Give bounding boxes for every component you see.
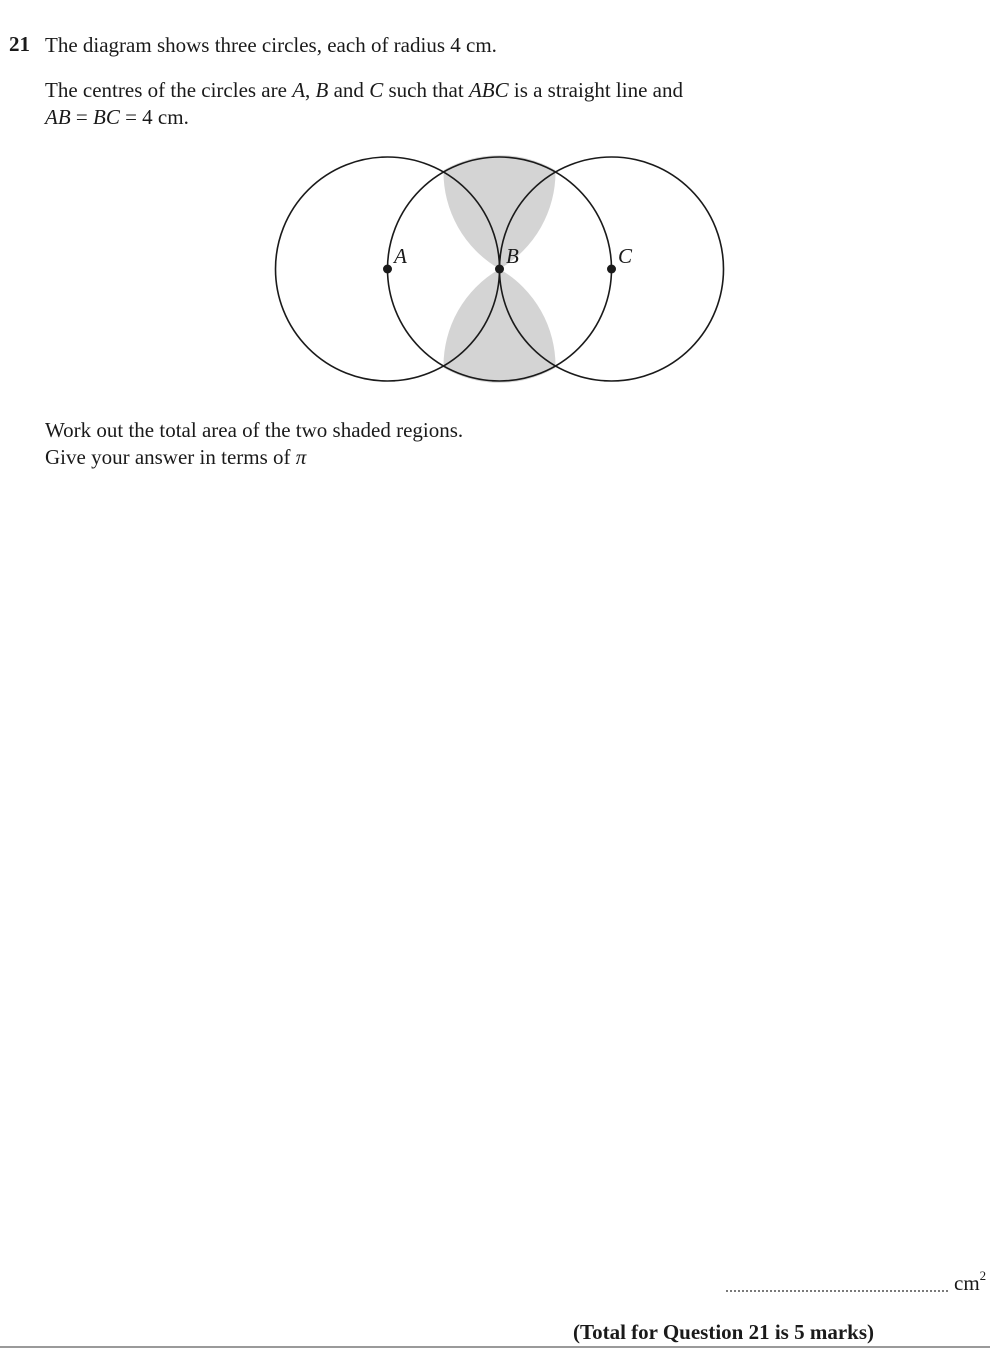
answer-line[interactable] xyxy=(726,1290,948,1292)
instruction-area: Work out the total area of the two shaded regions. xyxy=(45,418,464,442)
centre-point-c xyxy=(607,265,616,274)
var-c: C xyxy=(369,78,384,102)
answer-unit xyxy=(954,1270,986,1296)
shaded-region-bottom xyxy=(443,269,555,383)
unit-text: cm xyxy=(954,1271,980,1295)
unit-power: 2 xyxy=(979,1268,987,1283)
text-fragment: Give your answer in terms of xyxy=(45,445,296,469)
label-b: B xyxy=(506,244,519,268)
centre-point-a xyxy=(383,265,392,274)
text-fragment: such that xyxy=(383,78,469,102)
text-fragment: , xyxy=(305,78,316,102)
pi-symbol: π xyxy=(295,445,307,469)
shaded-region-top xyxy=(443,155,555,269)
text-fragment: is a straight line and xyxy=(508,78,683,102)
instruction-pi xyxy=(45,444,306,471)
var-bc: BC xyxy=(93,105,120,129)
var-ab: AB xyxy=(45,105,71,129)
text-fragment: The centres of the circles are xyxy=(45,78,293,102)
question-stem: The diagram shows three circles, each of radius 4 cm. xyxy=(45,33,497,57)
text-fragment: = xyxy=(70,105,93,129)
total-marks: (Total for Question 21 is 5 marks) xyxy=(573,1320,875,1344)
question-number: 21 xyxy=(9,32,30,56)
footer-rule xyxy=(0,1346,990,1348)
label-c: C xyxy=(618,244,633,268)
text-fragment: and xyxy=(328,78,370,102)
text-fragment: = 4 cm. xyxy=(119,105,189,129)
centre-point-b xyxy=(495,265,504,274)
var-a: A xyxy=(292,78,306,102)
var-b: B xyxy=(315,78,329,102)
var-abc: ABC xyxy=(468,78,509,102)
label-a: A xyxy=(394,244,407,268)
